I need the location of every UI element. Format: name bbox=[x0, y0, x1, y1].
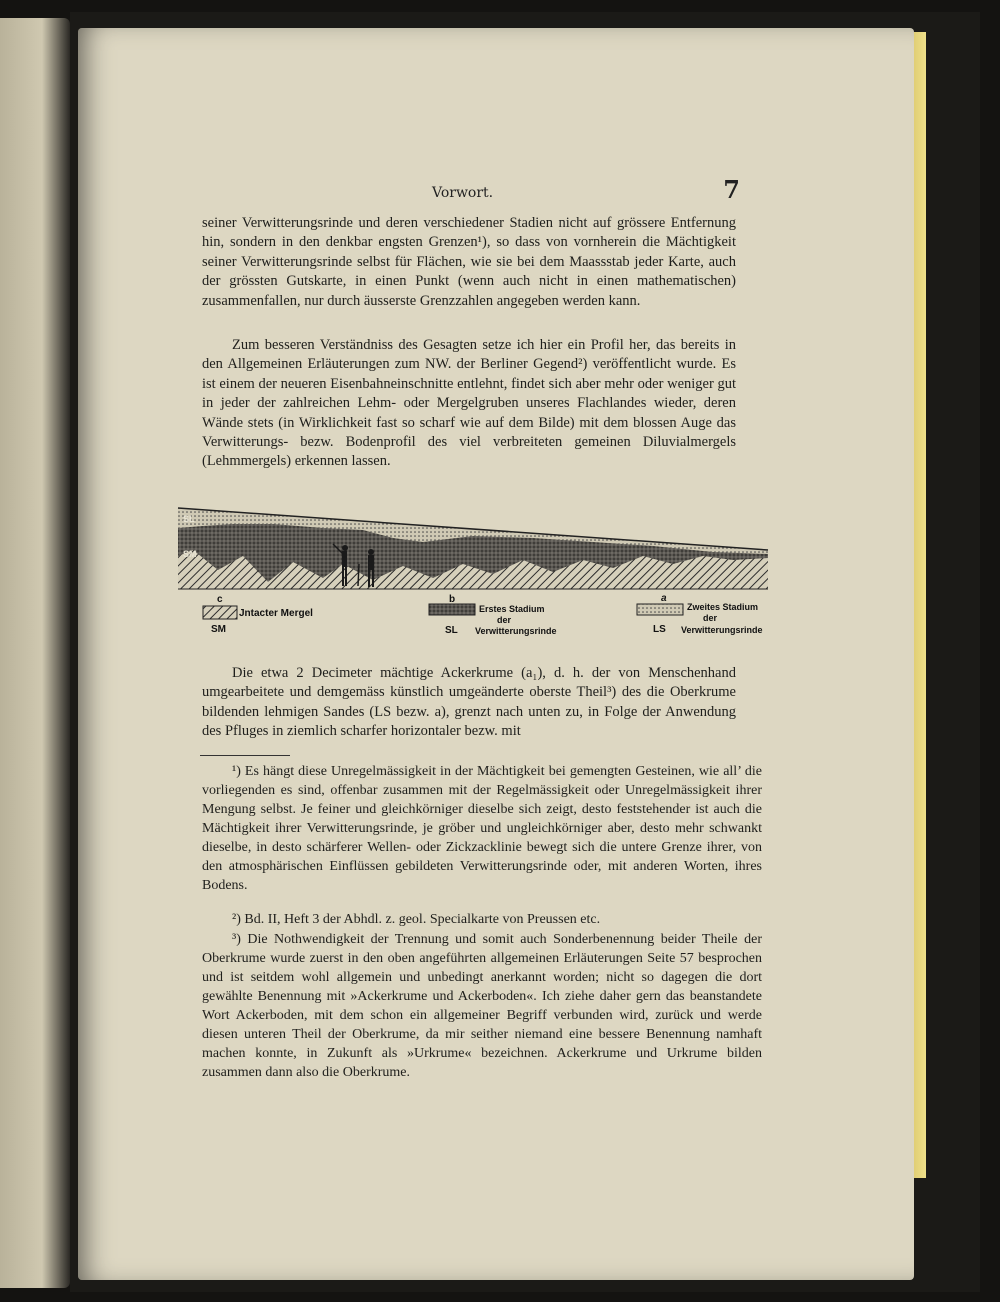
paragraph-1: seiner Verwitterungsrinde und deren verschiedener Stadien nicht auf grössere Entfernung hin, sondern in den denkbar engsten Grenzen¹), so dass von vornherein die Mächtigkeit seiner Verwitterungsrinde selbst für Flächen, wie sie bei dem Maassstab jeder Karte, auch der grössten Gutskarte, in einen Punkt (wenn auch nicht in einen mathematischen) zusammenfallen, nur durch äusserste Grenzzahlen angegeben werden kann. bbox=[202, 215, 736, 309]
paragraph-2: Zum besseren Verständniss des Gesagten setze ich hier ein Profil her, das bereits in den Allgemeinen Erläuterungen zum NW. der Berliner Gegend²) veröffentlicht wurde. Es ist einem der neueren Eisenbahneinschnitte entlehnt, findet sich aber mehr oder weniger gut in jeder der zahlreichen Lehm- oder Mergelgruben unseres Flachlandes wieder, deren Wände stets (in Wirklichkeit fast so scharf wie auf dem Bilde) mit dem blossen Auge das Verwitterungs- bezw. Bodenprofil des viel verbreiteten gemeinen Diluvialmergels (Lehmmergels) erkennen lassen. bbox=[202, 337, 736, 470]
footnote-3: ³) Die Nothwendigkeit der Trennung und somit auch Sonderbenennung beider Theile der Oberkrume wurde zuerst in den oben angeführten allgemeinen Erläuterungen Seite 57 besprochen und ist seitdem wohl allgemein und unbedingt anerkannt worden; nicht so dagegen die dort gewählte Benennung mit »Ackerkrume und Ackerboden«. Ich ziehe daher gern das beanstandete Wort Ackerboden, mit dem schon ein allgemeiner Begriff verbunden wird, zurück und werde diesen unteren Theil der Oberkrume, da mir seither niemand eine bessere Benennung namhaft machen konnte, in Zukunft als »Urkrume« bezeichnen. Ackerkrume und Urkrume bilden zusammen dann also die Oberkrume. bbox=[202, 932, 762, 1080]
legend-text-second-stage-1: Zweites Stadium bbox=[687, 602, 759, 612]
legend-letter-c: c bbox=[217, 594, 223, 605]
legend-letter-a: a bbox=[661, 593, 667, 604]
profile-label-sl: SL bbox=[183, 514, 195, 524]
legend-swatch-second-stage bbox=[637, 604, 683, 615]
profile-illustration bbox=[173, 494, 773, 646]
page-number: 7 bbox=[723, 175, 740, 204]
legend-code-sm: SM bbox=[211, 624, 226, 635]
footnote-1: ¹) Es hängt diese Unregelmässigkeit in der Mächtigkeit bei gemengten Gesteinen, wie all’ die vorliegenden es sind, offenbar zusammen mit der Regelmässigkeit oder Unregelmässigkeit ihrer Mengung selbst. Je feiner und gleichkörniger dieselbe sich zeigt, desto feststehender ist auch die Mächtigkeit ihrer Verwitterungsrinde, je gröber und ungleichkörniger aber, desto mehr schwankt dieselbe, in desto schärferer Wellen- oder Zickzacklinie bewegt sich die untere Grenze ihrer, von den atmosphärischen Einflüssen gebildeten Verwitterungsrinde oder, mit anderen Worten, ihres Bodens. bbox=[202, 764, 762, 893]
legend-text-intact-marl: Jntacter Mergel bbox=[239, 608, 313, 619]
legend-text-first-stage-3: Verwitterungsrinde bbox=[475, 626, 557, 636]
legend-code-sl: SL bbox=[445, 625, 458, 636]
legend-code-ls: LS bbox=[653, 624, 666, 635]
legend-text-first-stage-2: der bbox=[497, 615, 512, 625]
soil-profile-figure bbox=[173, 494, 773, 646]
left-page-edge bbox=[0, 18, 70, 1288]
page-header bbox=[140, 155, 740, 204]
paragraph-3: Die etwa 2 Decimeter mächtige Ackerkrume (a₁), d. h. der von Menschenhand umgearbeitete und demgemäss künstlich umgeänderte oberste Theil³) des die Oberkrume bildenden lehmigen Sandes (LS bezw. a), grenzt nach unten zu, in Folge der Anwendung des Pfluges in ziemlich scharfer horizontaler bezw. mit bbox=[202, 665, 736, 740]
profile-label-sm: SM bbox=[183, 549, 197, 559]
footnote-rule bbox=[200, 755, 290, 756]
running-title: Vorwort. bbox=[432, 185, 494, 201]
legend-text-second-stage-2: der bbox=[703, 613, 718, 623]
legend-swatch-first-stage bbox=[429, 604, 475, 615]
legend-text-second-stage-3: Verwitterungsrinde bbox=[681, 625, 763, 635]
legend-swatch-intact-marl bbox=[203, 606, 237, 619]
legend-letter-b: b bbox=[449, 594, 456, 605]
legend-text-first-stage-1: Erstes Stadium bbox=[479, 604, 545, 614]
footnote-2: ²) Bd. II, Heft 3 der Abhdl. z. geol. Specialkarte von Preussen etc. bbox=[232, 912, 601, 927]
